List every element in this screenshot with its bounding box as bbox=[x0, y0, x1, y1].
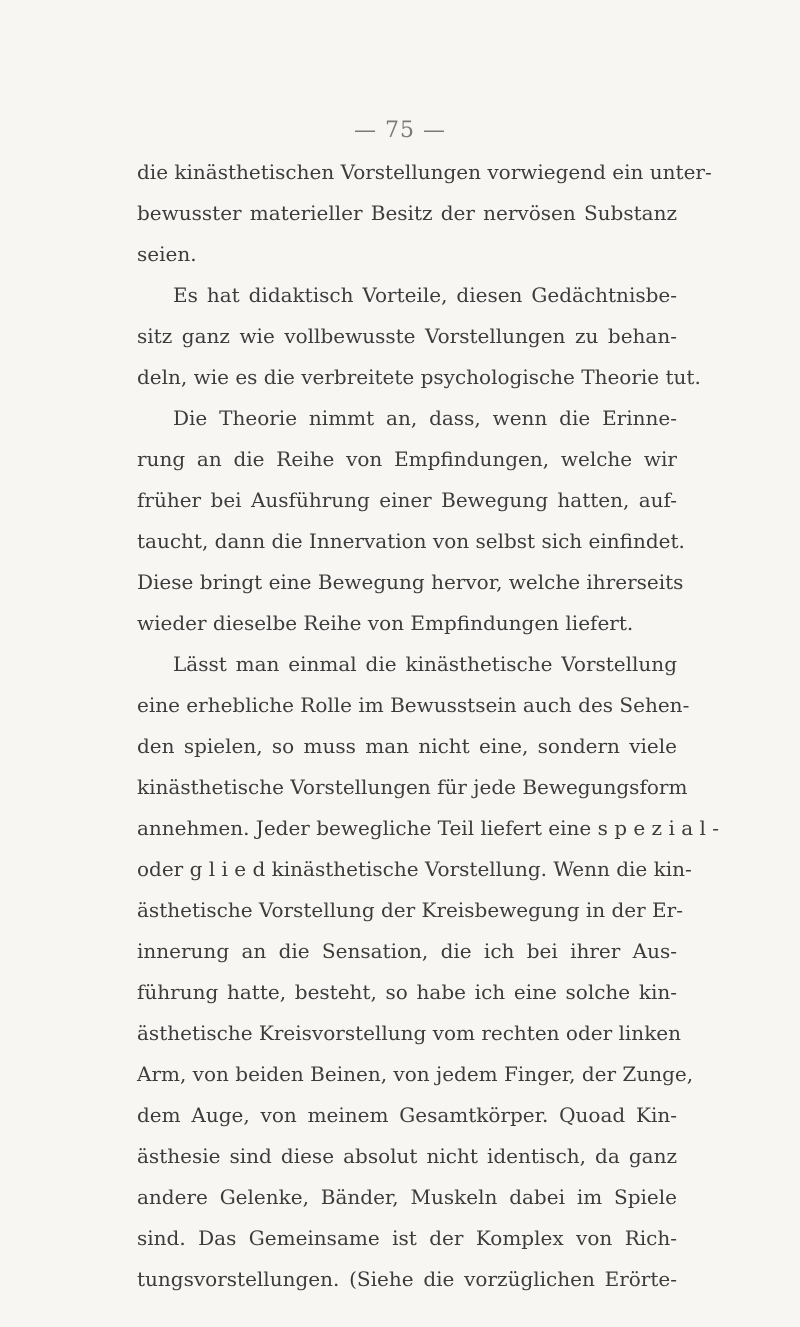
text-line: bewusster materieller Besitz der nervösen Substanz bbox=[137, 201, 677, 225]
text-line: kinästhetische Vorstellungen für jede Bewegungsform bbox=[137, 775, 688, 799]
text-line: wieder dieselbe Reihe von Empfindungen liefert. bbox=[137, 611, 634, 635]
text-line: führung hatte, besteht, so habe ich eine solche kin- bbox=[137, 980, 677, 1004]
text-line: seien. bbox=[137, 242, 197, 266]
text-line: ästhesie sind diese absolut nicht identisch, da ganz bbox=[137, 1144, 677, 1168]
text-line: früher bei Ausführung einer Bewegung hatten, auf- bbox=[137, 488, 677, 512]
text-line: den spielen, so muss man nicht eine, sondern viele bbox=[137, 734, 677, 758]
text-line: andere Gelenke, Bänder, Muskeln dabei im Spiele bbox=[137, 1185, 677, 1209]
page-number: — 75 — bbox=[354, 118, 446, 143]
text-line: oder g l i e d kinästhetische Vorstellung. Wenn die kin- bbox=[137, 857, 692, 881]
text-line: taucht, dann die Innervation von selbst sich einfindet. bbox=[137, 529, 685, 553]
text-line: Die Theorie nimmt an, dass, wenn die Erinne- bbox=[173, 406, 677, 430]
text-line: eine erhebliche Rolle im Bewusstsein auch des Sehen- bbox=[137, 693, 690, 717]
text-line: Es hat didaktisch Vorteile, diesen Gedächtnisbe- bbox=[173, 283, 677, 307]
text-line: ästhetische Kreisvorstellung vom rechten oder linken bbox=[137, 1021, 682, 1045]
text-line: innerung an die Sensation, die ich bei ihrer Aus- bbox=[137, 939, 677, 963]
text-line: tungsvorstellungen. (Siehe die vorzüglichen Erörte- bbox=[137, 1267, 677, 1291]
text-line: sind. Das Gemeinsame ist der Komplex von Rich- bbox=[137, 1226, 677, 1250]
text-line: Arm, von beiden Beinen, von jedem Finger, der Zunge, bbox=[137, 1062, 694, 1086]
text-line: sitz ganz wie vollbewusste Vorstellungen zu behan- bbox=[137, 324, 677, 348]
text-line: ästhetische Vorstellung der Kreisbewegung in der Er- bbox=[137, 898, 683, 922]
text-line: deln, wie es die verbreitete psychologische Theorie tut. bbox=[137, 365, 701, 389]
text-line: rung an die Reihe von Empfindungen, welche wir bbox=[137, 447, 677, 471]
text-line: annehmen. Jeder bewegliche Teil liefert eine s p e z i a l - bbox=[137, 816, 719, 840]
text-line: Diese bringt eine Bewegung hervor, welche ihrerseits bbox=[137, 570, 684, 594]
text-line: dem Auge, von meinem Gesamtkörper. Quoad Kin- bbox=[137, 1103, 677, 1127]
body-text bbox=[137, 152, 719, 1300]
text-line: die kinästhetischen Vorstellungen vorwiegend ein unter- bbox=[137, 160, 712, 184]
text-line: Lässt man einmal die kinästhetische Vorstellung bbox=[173, 652, 677, 676]
